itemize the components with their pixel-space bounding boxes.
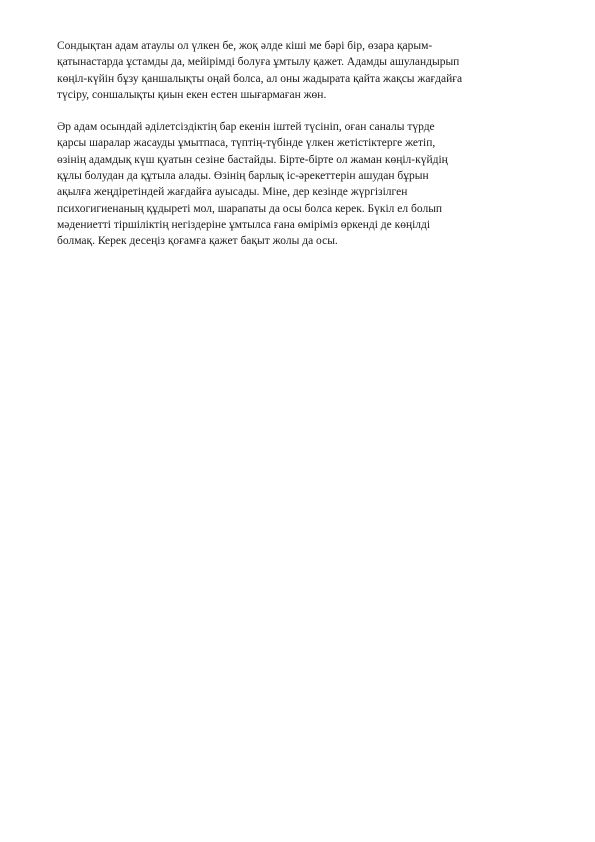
paragraph-line: өзінің адамдық күш қуатын сезіне бастайды. Бірте-бірте ол жаман көңіл-күйдің [57, 153, 448, 166]
paragraph-2 [57, 119, 547, 249]
paragraph-line: болмақ. Керек десеңіз қоғамға қажет бақыт жолы да осы. [57, 235, 338, 248]
paragraph-line: көңіл-күйін бұзу қаншалықты оңай болса, ал оны жадырата қайта жақсы жағдайға [57, 72, 463, 85]
paragraph-line: Сондықтан адам атаулы ол үлкен бе, жоқ әлде кіші ме бәрі бір, өзара қарым- [57, 40, 433, 52]
paragraph-line: қарсы шаралар жасауды ұмытпаса, түптің-түбінде үлкен жетістіктерге жетіп, [57, 137, 436, 150]
paragraph-line: Әр адам осындай әділетсіздіктің бар екенін іштей түсініп, оған саналы түрде [57, 121, 435, 134]
paragraph-1 [57, 38, 547, 103]
paragraph-line: түсіру, соншалықты қиын екен естен шығармаған жөн. [57, 88, 327, 101]
document-body [57, 38, 547, 250]
paragraph-line: ақылға жеңдіретіндей жағдайға ауысады. Міне, дер кезінде жүргізілген [57, 186, 408, 199]
paragraph-line: мәдениетті тіршіліктің негіздеріне ұмтылса ғана өміріміз өркенді де көңілді [57, 218, 431, 231]
paragraph-line: қатынастарда ұстамды да, мейірімді болуға ұмтылу қажет. Адамды ашуландырып [57, 56, 460, 69]
paragraph-line: құлы болудан да құтыла алады. Өзінің барлық іс-әрекеттерін ашудан бұрын [57, 170, 429, 183]
paragraph-line: психогигиенаның құдыреті мол, шарапаты да осы болса керек. Бүкіл ел болып [57, 202, 443, 215]
